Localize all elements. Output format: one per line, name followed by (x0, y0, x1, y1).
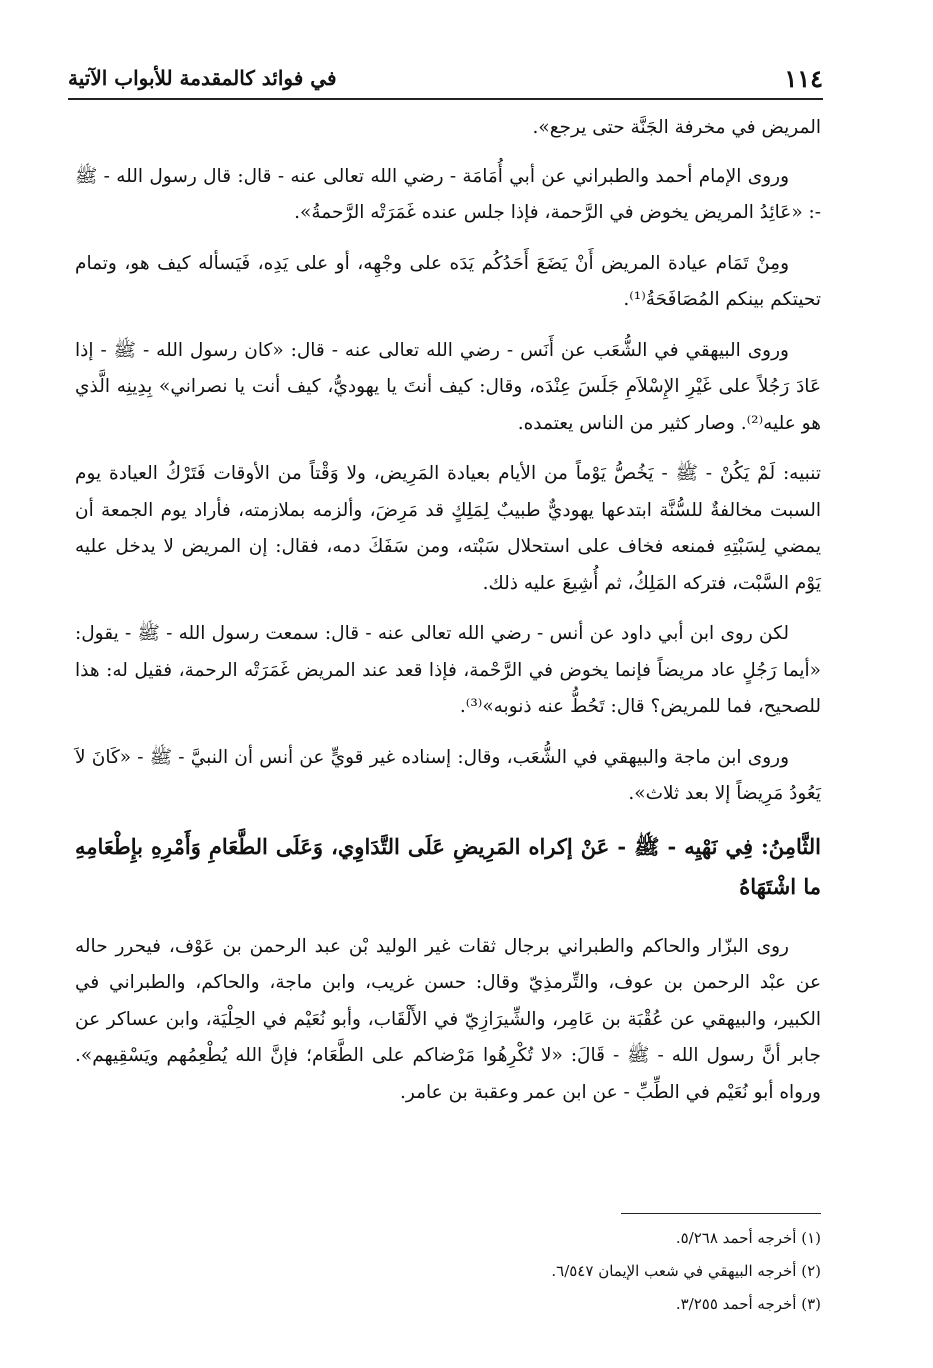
footnote-2: (٢) أخرجه البيهقي في شعب الإيمان ٦/٥٤٧. (551, 1262, 821, 1280)
page-header (68, 58, 823, 100)
paragraph-2: وروى الإمام أحمد والطبراني عن أبي أُمَامَة - رضي الله تعالى عنه - قال: قال رسول الله - ﷺ -: «عَائِدُ المريض يخوض في الرَّحمة، فإذا جلس عنده غَمَرَتْه الرَّحمةُ». (75, 165, 821, 223)
paragraph-7: وروى ابن ماجة والبيهقي في الشُّعَب، وقال: إسناده غير قويٍّ عن أنس أن النبيَّ - ﷺ - «كَانَ لاَ يَعُودُ مَرِيضاً إلا بعد ثلاث». (75, 746, 821, 804)
page-body (75, 110, 821, 1125)
paragraph-4: وروى البيهقي في الشُّعَب عن أَنَس - رضي الله تعالى عنه - قال: «كان رسول الله - ﷺ - إذا عَادَ رَجُلاً على غَيْرِ الإِسْلاَمِ جَلَسَ عِنْدَه، وقال: كيف أنتَ يا يهوديُّ، كيف أنت يا نصراني» بِدِينِه الَّذي هو عليه⁽²⁾. وصار كثير من الناس يعتمده. (75, 339, 821, 434)
paragraph-6: لكن روى ابن أبي داود عن أنس - رضي الله تعالى عنه - قال: سمعت رسول الله - ﷺ - يقول: «أيما رَجُلٍ عاد مريضاً فإنما يخوض في الرَّحْمة، فإذا قعد عند المريض غَمَرَتْه الرحمة، فقيل له: هذا للصحيح، فما للمريض؟ قال: تَحُطُّ عنه ذنوبه»⁽³⁾. (75, 623, 821, 717)
paragraph-1: المريض في مخرفة الجَنَّة حتى يرجع». (532, 117, 821, 138)
footnotes (300, 1222, 821, 1321)
paragraph-3: ومِنْ تَمَام عيادة المريض أَنْ يَضَعَ أَحَدُكُم يَدَه على وجْهِه، أو على يَدِه، فَيَسأله كيف هو، وتمام تحيتكم بينكم المُصَافَحَةُ⁽¹⁾. (75, 252, 821, 310)
closing-paragraph: روى البزّار والحاكم والطبراني برجال ثقات غير الوليد بْن عبد الرحمن بن عَوْف، فيحرر حاله عن عبْد الرحمن بن عوف، والتِّرمذِيّ وقال: حسن غريب، وابن ماجة، والحاكم، والطبراني في الكبير، والبيهقي عن عُقْبَة بن عَامِر، والشِّيرَازِيّ في الأَلْقَاب، وأبو نُعَيْم في الحِلْيَة، وابن عساكر عن جابر أنَّ رسول الله - ﷺ - قَالَ: «لا تُكْرِهُوا مَرْضاكم على الطَّعَام؛ فإنَّ الله يُطْعِمُهم ويَسْقِيهم». ورواه أبو نُعَيْم في الطِّبِّ - عن ابن عمر وعقبة بن عامر. (75, 935, 821, 1103)
running-title: في فوائد كالمقدمة للأبواب الآتية (68, 66, 337, 90)
footnote-1: (١) أخرجه أحمد ٥/٢٦٨. (675, 1229, 821, 1247)
footnote-divider (621, 1213, 821, 1214)
paragraph-note: تنبيه: لَمْ يَكُنْ - ﷺ - يَخُصُّ يَوْماً من الأيام بعيادة المَرِيض، ولا وَقْتاً من الأوقات فَتَرْكُ العيادة يوم السبت مخالفةٌ للسُّنَّة ابتدعها يهوديٌّ طبيبٌ لِمَلِكٍ قد مَرِضَ، وألزمه بملازمته، فأراد يوم الجمعة أن يمضي لِسَبْتِهِ فمنعه فخاف على استحلال سَبْته، ومن سَفَكَ دمه، فقال: إن المريض لا يدخل عليه يَوْم السَّبْت، فتركه المَلِكُ، ثم أُشِيعَ عليه ذلك. (75, 463, 821, 594)
footnote-3: (٣) أخرجه أحمد ٣/٢٥٥. (675, 1295, 821, 1313)
page-number: ١١٤ (784, 63, 823, 93)
section-heading: الثَّامِنُ: فِي نَهْيِه - ﷺ - عَنْ إكراه المَرِيضِ عَلَى التَّدَاوِي، وَعَلَى الطَّعَامِ وَأَمْرِهِ بإِطْعَامِهِ ما اشْتَهَاهُ (75, 833, 821, 899)
